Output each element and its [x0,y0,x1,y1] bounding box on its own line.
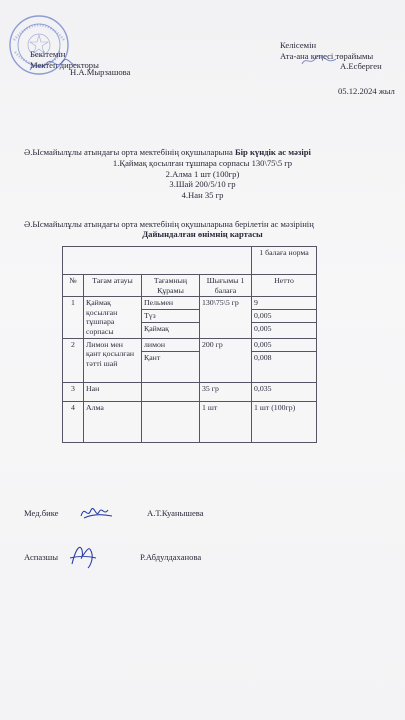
menu-heading-bold: Бір күндік ас мәзірі [234,147,311,157]
parents-council-title: Ата-ана кеңесі төрайымы [280,50,374,61]
ingredient: Қант [144,352,161,362]
table-row [63,382,317,401]
director-title: Мектеп директоры [30,59,99,70]
dish-name: Нан [84,382,142,401]
row-number: 2 [63,338,84,382]
menu-heading-text: Ә.Ысмайылұлы атындағы орта мектебінің оқушыларына [24,147,235,157]
col-header-yield: Шығымы 1 балаға [200,275,252,297]
netto-value: 0,005 [254,324,272,334]
ingredient: Қаймақ [144,324,169,334]
approve-label: Бекітемін [30,49,66,59]
row-number: 4 [63,401,84,442]
ingredient: Түз [142,310,199,323]
norm-per-child-header: 1 балаға норма [252,247,317,275]
col-header-composition: Тағамның Құрамы [142,275,200,297]
product-card-table [62,246,317,443]
dish-name: Қаймақ қосылған тұшпара сорпасы [84,297,142,338]
ingredients-cell [142,382,200,401]
dish-name: Лимон мен қант қосылған тәтті шай [84,338,142,382]
netto-value: 9 [252,297,316,310]
menu-item: 3.Шай 200/5/10 гр [169,179,236,190]
dish-name: Алма [84,401,142,442]
table-row [63,338,317,382]
yield-value: 200 гр [200,338,252,382]
director-signature-icon [28,58,78,74]
netto-value: 0,005 [252,310,316,323]
ingredients-cell [142,338,200,382]
ingredients-cell [142,401,200,442]
director-name: Н.А.Мырзашова [70,67,131,77]
netto-cell [252,338,317,382]
ingredient: Пельмен [142,297,199,310]
document-date: 05.12.2024 жыл [338,86,395,96]
table-header-row [63,275,317,297]
agree-label: Келісемін [280,40,317,50]
yield-value: 130\75\5 гр [200,297,252,338]
cook-name: Р.Абдулдаханова [140,552,202,562]
council-signature-icon [300,54,338,68]
council-chair-name: А.Есберген [340,61,382,71]
netto-value: 0,005 [252,339,316,352]
nurse-signature-icon [78,500,114,524]
ingredients-cell [142,297,200,338]
table-row [63,297,317,338]
ingredient: лимон [142,339,199,352]
menu-list [0,158,405,200]
menu-item: 1.Қаймақ қосылған тұшпара сорпасы 130\75\5 гр [112,158,293,168]
col-header-number: № [63,275,84,297]
yield-value: 35 гр [200,382,252,401]
col-header-dish-name: Тағам атауы [84,275,142,297]
cook-signature-icon [66,540,100,570]
row-number: 3 [63,382,84,401]
table-group-header-row [63,247,317,275]
menu-item: 2.Алма 1 шт (100гр) [165,168,240,179]
col-header-netto: Нетто [252,275,317,297]
yield-value: 1 шт [200,401,252,442]
card-title: Дайындалған өнімнің картасы [142,229,263,239]
menu-item: 4.Нан 35 гр [181,189,224,200]
row-number: 1 [63,297,84,338]
card-heading: Ә.Ысмайылұлы атындағы орта мектебінің оқушыларына берілетін ас мәзірінің [24,219,314,229]
table-row [63,401,317,442]
netto-value: 1 шт (100гр) [252,401,317,442]
netto-value: 0,035 [252,382,317,401]
nurse-role: Мед.бике [24,508,59,518]
netto-value: 0,008 [254,352,272,362]
menu-heading [24,147,311,157]
nurse-name: А.Т.Куанышева [147,508,204,518]
netto-cell [252,297,317,338]
cook-role: Аспазшы [24,552,59,562]
